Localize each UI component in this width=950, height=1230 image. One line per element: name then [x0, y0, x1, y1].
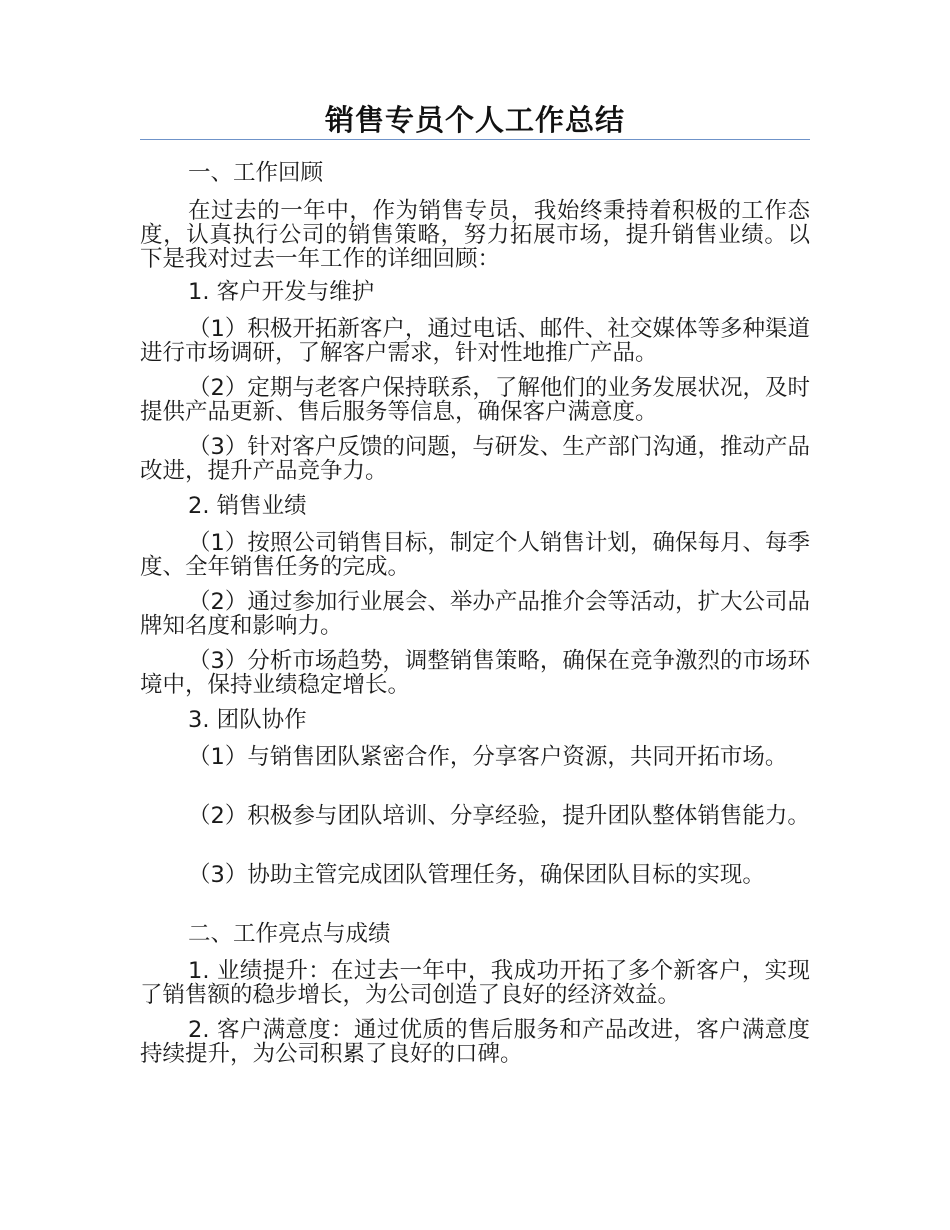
paragraph-sales-1: （1）按照公司销售目标，制定个人销售计划，确保每月、每季度、全年销售任务的完成。 [140, 530, 810, 580]
paragraph-highlight-1: 1. 业绩提升：在过去一年中，我成功开拓了多个新客户，实现了销售额的稳步增长，为公司创造了良好的经济效益。 [140, 958, 810, 1008]
paragraph-team-2: （2）积极参与团队培训、分享经验，提升团队整体销售能力。 [188, 803, 810, 829]
paragraph-sales-2: （2）通过参加行业展会、举办产品推介会等活动，扩大公司品牌知名度和影响力。 [140, 589, 810, 639]
paragraph-highlight-2: 2. 客户满意度：通过优质的售后服务和产品改进，客户满意度持续提升，为公司积累了良好的口碑。 [140, 1017, 810, 1067]
title-divider [140, 139, 810, 140]
paragraph-client-3: （3）针对客户反馈的问题，与研发、生产部门沟通，推动产品改进，提升产品竞争力。 [140, 434, 810, 484]
subheading-client-development: 1. 客户开发与维护 [188, 279, 375, 305]
paragraph-client-1: （1）积极开拓新客户，通过电话、邮件、社交媒体等多种渠道进行市场调研，了解客户需求，针对性地推广产品。 [140, 316, 810, 366]
section-heading-work-review: 一、工作回顾 [188, 160, 324, 186]
paragraph-sales-3: （3）分析市场趋势，调整销售策略，确保在竞争激烈的市场环境中，保持业绩稳定增长。 [140, 648, 810, 698]
section-heading-highlights: 二、工作亮点与成绩 [188, 921, 391, 947]
subheading-sales-performance: 2. 销售业绩 [188, 493, 307, 519]
paragraph-team-3: （3）协助主管完成团队管理任务，确保团队目标的实现。 [188, 862, 765, 888]
document-title: 销售专员个人工作总结 [324, 103, 625, 137]
subheading-teamwork: 3. 团队协作 [188, 707, 307, 733]
paragraph-team-1: （1）与销售团队紧密合作，分享客户资源，共同开拓市场。 [188, 744, 788, 770]
intro-paragraph: 在过去的一年中，作为销售专员，我始终秉持着积极的工作态度，认真执行公司的销售策略，努力拓展市场，提升销售业绩。以下是我对过去一年工作的详细回顾： [140, 198, 810, 272]
paragraph-client-2: （2）定期与老客户保持联系，了解他们的业务发展状况，及时提供产品更新、售后服务等信息，确保客户满意度。 [140, 375, 810, 425]
